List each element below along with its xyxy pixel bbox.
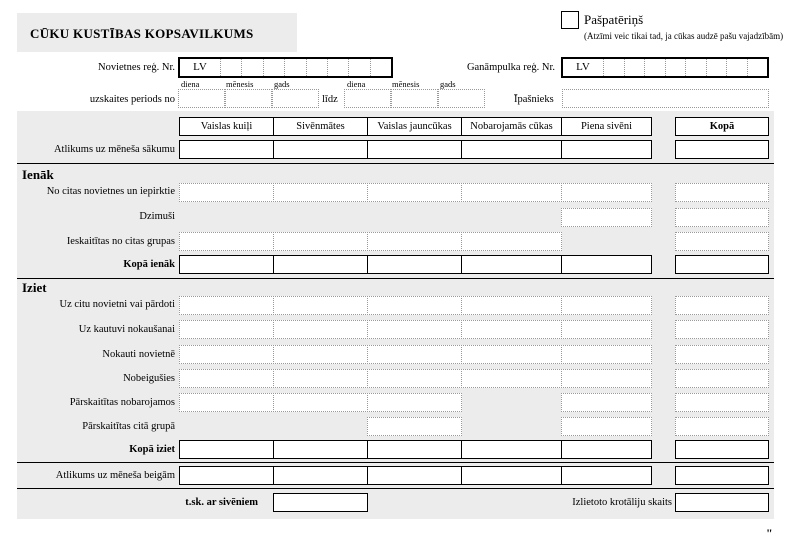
to-year-input[interactable] [438,89,485,108]
start-fattening-input[interactable] [461,140,562,159]
section-heading-out: Iziet [22,280,47,295]
born-total-input[interactable] [675,208,769,227]
to-other-piglets-input[interactable] [561,417,652,436]
col-header-fattening: Nobarojamās cūkas [461,117,562,136]
start-piglets-input[interactable] [561,140,652,159]
holding-reg-field[interactable] [178,57,393,78]
total-out-boars-input[interactable] [179,440,274,459]
to-fattening-piglets-input[interactable] [561,393,652,412]
end-piglets-input[interactable] [561,466,652,485]
end-sows-input[interactable] [273,466,368,485]
out-slaughter-piglets-input[interactable] [561,320,652,339]
divider [17,163,774,164]
row-label-out-killed: Nokauti novietnē [102,349,175,360]
from-day-input[interactable] [178,89,225,108]
until-label: līdz [322,94,338,105]
out-killed-total-input[interactable] [675,345,769,364]
out-sold-boars-input[interactable] [179,296,274,315]
out-slaughter-fattening-input[interactable] [461,320,562,339]
total-in-total-input[interactable] [675,255,769,274]
out-slaughter-total-input[interactable] [675,320,769,339]
holding-reg-label: Novietnes reģ. Nr. [98,62,175,73]
transfer-in-gilts-input[interactable] [367,232,462,251]
out-died-sows-input[interactable] [273,369,368,388]
total-out-fattening-input[interactable] [461,440,562,459]
out-died-boars-input[interactable] [179,369,274,388]
row-label-out-sold: Uz citu novietni vai pārdoti [59,299,175,310]
col-header-total: Kopā [675,117,769,136]
total-out-gilts-input[interactable] [367,440,462,459]
period-label: uzskaites periods no [89,94,175,105]
start-boars-input[interactable] [179,140,274,159]
out-died-total-input[interactable] [675,369,769,388]
out-sold-gilts-input[interactable] [367,296,462,315]
start-sows-input[interactable] [273,140,368,159]
total-in-boars-input[interactable] [179,255,274,274]
to-year-label: gads [440,79,456,89]
to-fattening-total-input[interactable] [675,393,769,412]
form-title: CŪKU KUSTĪBAS KOPSAVILKUMS [30,26,254,41]
end-total-input[interactable] [675,466,769,485]
transfer-in-sows-input[interactable] [273,232,368,251]
ear-tags-input[interactable] [675,493,769,512]
row-label-start-balance: Atlikums uz mēneša sākumu [53,144,175,155]
out-killed-boars-input[interactable] [179,345,274,364]
out-killed-piglets-input[interactable] [561,345,652,364]
out-died-piglets-input[interactable] [561,369,652,388]
from-year-label: gads [274,79,290,89]
total-in-piglets-input[interactable] [561,255,652,274]
total-out-piglets-input[interactable] [561,440,652,459]
in-other-gilts-input[interactable] [367,183,462,202]
with-piglets-label: t.sk. ar sivēniem [185,497,258,508]
total-in-fattening-input[interactable] [461,255,562,274]
divider [17,488,774,489]
herd-reg-prefix: LV [576,61,590,73]
to-day-label: diena [347,79,366,89]
total-in-gilts-input[interactable] [367,255,462,274]
born-piglets-input[interactable] [561,208,652,227]
in-other-piglets-input[interactable] [561,183,652,202]
transfer-in-fattening-input[interactable] [461,232,562,251]
col-header-piglets: Piena sivēni [561,117,652,136]
transfer-in-boars-input[interactable] [179,232,274,251]
end-fattening-input[interactable] [461,466,562,485]
to-fattening-gilts-input[interactable] [367,393,462,412]
transfer-in-total-input[interactable] [675,232,769,251]
row-label-transfer-fattening: Pārskaitītas nobarojamos [69,397,175,408]
total-out-sows-input[interactable] [273,440,368,459]
from-month-input[interactable] [225,89,272,108]
self-supply-note: (Atzīmi veic tikai tad, ja cūkas audzē pašu vajadzībām) [584,31,784,41]
row-label-transfer-in: Ieskaitītas no citas grupas [66,236,175,247]
col-header-boars: Vaislas kuiļi [179,117,274,136]
in-other-boars-input[interactable] [179,183,274,202]
out-killed-fattening-input[interactable] [461,345,562,364]
with-piglets-input[interactable] [273,493,368,512]
out-sold-piglets-input[interactable] [561,296,652,315]
in-other-total-input[interactable] [675,183,769,202]
holding-reg-prefix: LV [193,61,207,73]
row-label-total-out: Kopā iziet [129,444,175,455]
section-heading-in: Ienāk [22,167,54,182]
to-other-total-input[interactable] [675,417,769,436]
row-label-end-balance: Atlikums uz mēneša beigām [55,470,175,481]
in-other-fattening-input[interactable] [461,183,562,202]
end-gilts-input[interactable] [367,466,462,485]
row-label-out-died: Nobeigušies [123,373,175,384]
out-slaughter-boars-input[interactable] [179,320,274,339]
row-label-transfer-other: Pārskaitītas citā grupā [82,421,175,432]
out-died-gilts-input[interactable] [367,369,462,388]
to-other-gilts-input[interactable] [367,417,462,436]
col-header-gilts: Vaislas jauncūkas [367,117,462,136]
to-month-label: mēnesis [392,79,420,89]
row-label-born: Dzimuši [139,211,175,222]
start-total-input[interactable] [675,140,769,159]
in-other-sows-input[interactable] [273,183,368,202]
from-month-label: mēnesis [226,79,254,89]
divider [17,462,774,463]
col-header-sows: Sivēnmātes [273,117,368,136]
divider [17,278,774,279]
out-killed-gilts-input[interactable] [367,345,462,364]
end-boars-input[interactable] [179,466,274,485]
total-out-total-input[interactable] [675,440,769,459]
row-label-out-slaughter: Uz kautuvi nokaušanai [78,324,175,335]
self-supply-checkbox[interactable] [561,11,579,29]
herd-reg-label: Ganāmpulka reģ. Nr. [466,62,555,73]
from-day-label: diena [181,79,200,89]
owner-input[interactable] [562,89,769,108]
to-fattening-sows-input[interactable] [273,393,368,412]
row-label-total-in: Kopā ienāk [123,259,175,270]
out-sold-fattening-input[interactable] [461,296,562,315]
start-gilts-input[interactable] [367,140,462,159]
to-day-input[interactable] [344,89,391,108]
herd-reg-field[interactable] [561,57,769,78]
from-year-input[interactable] [272,89,319,108]
out-slaughter-sows-input[interactable] [273,320,368,339]
self-supply-label: Pašpatēriņš [584,12,644,27]
to-month-input[interactable] [391,89,438,108]
total-in-sows-input[interactable] [273,255,368,274]
footer-mark: " [766,526,773,540]
out-slaughter-gilts-input[interactable] [367,320,462,339]
row-label-in-other-holding: No citas novietnes un iepirktie [46,186,175,197]
out-sold-total-input[interactable] [675,296,769,315]
out-sold-sows-input[interactable] [273,296,368,315]
to-fattening-boars-input[interactable] [179,393,274,412]
out-died-fattening-input[interactable] [461,369,562,388]
owner-label: Īpašnieks [514,94,554,105]
out-killed-sows-input[interactable] [273,345,368,364]
ear-tags-label: Izlietoto krotāliju skaits [572,497,672,508]
